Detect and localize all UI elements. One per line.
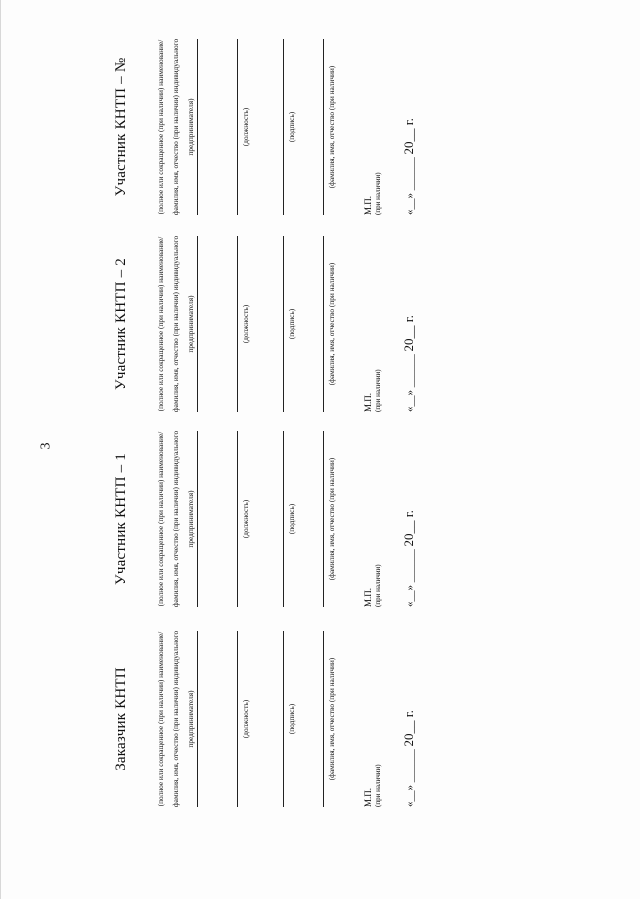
- date-line: [401, 510, 417, 607]
- org-name-line: [197, 236, 198, 412]
- stamp-note: (при наличии): [374, 172, 382, 215]
- date-open: «__» ______: [404, 549, 416, 607]
- party-title: Участник КНТП – 1: [113, 453, 129, 585]
- org-name-line: [197, 39, 198, 215]
- party-description: (полное или сокращенное (при наличии) наименование/фамилия, имя, отчество (при наличии) индивидуального предпринимателя): [156, 430, 195, 608]
- name-line: [323, 39, 324, 215]
- stamp-label: М.П.: [363, 787, 373, 807]
- stamp-block: [363, 369, 383, 412]
- signature-caption: (подпись): [287, 111, 296, 143]
- date-year: 20__ г.: [401, 118, 416, 155]
- stamp-label: М.П.: [363, 392, 373, 412]
- name-line: [323, 431, 324, 607]
- signature-form: [1, 0, 640, 899]
- date-year: 20__ г.: [401, 710, 416, 747]
- signature-line: [283, 431, 284, 607]
- signature-line: [283, 236, 284, 412]
- position-line: [237, 39, 238, 215]
- date-open: «__» ______: [404, 157, 416, 215]
- signature-block-participant-n: [1, 27, 640, 227]
- signature-caption: (подпись): [287, 503, 296, 535]
- signature-block-customer: [1, 619, 640, 819]
- org-name-line: [197, 431, 198, 607]
- stamp-note: (при наличии): [374, 564, 382, 607]
- name-line: [323, 236, 324, 412]
- stamp-note: (при наличии): [374, 369, 382, 412]
- stamp-label: М.П.: [363, 195, 373, 215]
- party-title: Участник КНТП – 2: [113, 258, 129, 390]
- signature-line: [283, 39, 284, 215]
- stamp-label: М.П.: [363, 587, 373, 607]
- page-number: 3: [38, 442, 54, 450]
- date-open: «__» ______: [404, 354, 416, 412]
- date-line: [401, 118, 417, 215]
- party-description: (полное или сокращенное (при наличии) наименование/фамилия, имя, отчество (при наличии) индивидуального предпринимателя): [156, 235, 195, 413]
- name-caption: (фамилия, имя, отчество (при наличии): [327, 65, 336, 189]
- signature-block-participant-2: [1, 224, 640, 424]
- date-line: [401, 315, 417, 412]
- position-caption: (должность): [241, 107, 250, 147]
- party-description: (полное или сокращенное (при наличии) наименование/фамилия, имя, отчество (при наличии) индивидуального предпринимателя): [156, 630, 195, 808]
- position-line: [237, 431, 238, 607]
- org-name-line: [197, 631, 198, 807]
- party-title: Заказчик КНТП: [113, 667, 129, 771]
- date-year: 20__ г.: [401, 315, 416, 352]
- date-line: [401, 710, 417, 807]
- stamp-block: [363, 172, 383, 215]
- position-line: [237, 236, 238, 412]
- signature-line: [283, 631, 284, 807]
- name-caption: (фамилия, имя, отчество (при наличии): [327, 262, 336, 386]
- date-year: 20__ г.: [401, 510, 416, 547]
- signature-caption: (подпись): [287, 308, 296, 340]
- position-caption: (должность): [241, 499, 250, 539]
- date-open: «__» ______: [404, 749, 416, 807]
- signature-caption: (подпись): [287, 703, 296, 735]
- name-caption: (фамилия, имя, отчество (при наличии): [327, 457, 336, 581]
- stamp-note: (при наличии): [374, 764, 382, 807]
- party-title: Участник КНТП – №: [113, 57, 129, 197]
- name-caption: (фамилия, имя, отчество (при наличии): [327, 657, 336, 781]
- stamp-block: [363, 564, 383, 607]
- stamp-block: [363, 764, 383, 807]
- position-caption: (должность): [241, 699, 250, 739]
- signature-block-participant-1: [1, 419, 640, 619]
- position-caption: (должность): [241, 304, 250, 344]
- position-line: [237, 631, 238, 807]
- name-line: [323, 631, 324, 807]
- party-description: (полное или сокращенное (при наличии) наименование/фамилия, имя, отчество (при наличии) индивидуального предпринимателя): [156, 38, 195, 216]
